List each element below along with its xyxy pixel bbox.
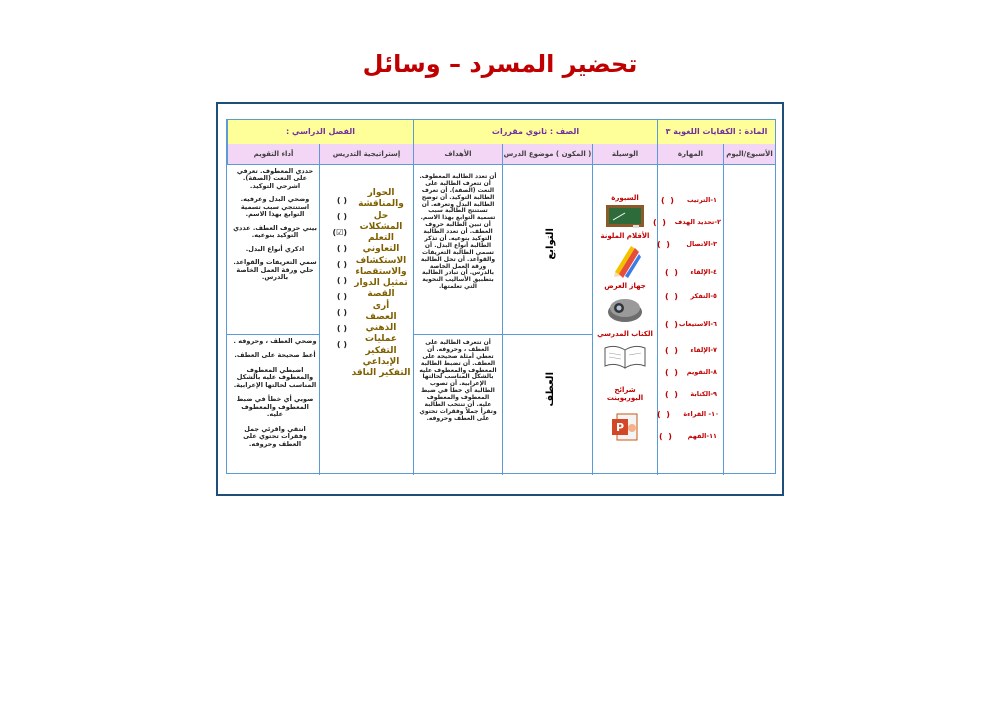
evaluation-item: اذكري أنواع البدل. (245, 244, 305, 253)
strategy-checkbox[interactable]: ( ) (336, 340, 347, 349)
pencils-icon (611, 242, 641, 278)
divider (657, 164, 658, 475)
media-board-label: السبورة (611, 194, 639, 202)
divider (319, 164, 320, 475)
skill-checkbox[interactable]: ( ) (661, 196, 674, 205)
objectives-first: أن تعدد الطالبة المعطوف. أن تتعرف الطالبة على النعت (الصفة). أن تعرف الطالبة التوكيد. أن توضح الطالبة البدل وتعرفه. أن تستنتج الطالبة سبب تسمية التوابع بهذا الاسم. أن تبين الطالبة حروف العطف. أن تعدد الطالبة التوكيد بنوعيه. أن تذكر الطالبة أنواع البدل. أن تسمي الطالبة التعريفات والقواعد. أن تحل الطالبة ورقة العمل الخاصة بالدرس. أن تبادر الطالبة بتطبيق الأساليب النحوية التي تعلمتها. (419, 173, 497, 291)
strategy-checkbox[interactable]: ( ) (336, 244, 347, 253)
skill-checkbox[interactable]: ( ) (657, 240, 670, 249)
projector-icon (605, 292, 645, 324)
skill-item: ٥-التفكر (690, 292, 717, 300)
strategy-checkbox[interactable]: (☑) (332, 228, 347, 237)
strategy-item: عمليات التفكير الإبداعي (362, 334, 400, 367)
lesson-plan-frame (216, 102, 784, 496)
evaluation-item: انتقي واقرئي جمل وفقرات تحتوي على العطف وحروفه. (243, 424, 307, 448)
media-pens-label: الأقلام الملونة (600, 232, 650, 240)
divider (413, 334, 592, 335)
skill-item: ٩-الكتابة (690, 390, 717, 398)
strategy-item: تمثيل الدوار القصة (354, 278, 408, 300)
skill-checkbox[interactable]: ( ) (665, 390, 678, 399)
strategy-item: أرى (372, 300, 390, 311)
skill-checkbox[interactable]: ( ) (657, 410, 670, 419)
divider (502, 164, 503, 475)
skill-item: ٧-الإلقاء (690, 346, 717, 354)
col-lesson: ( المكون ) موضوع الدرس (502, 144, 592, 164)
chalkboard-icon (605, 204, 645, 230)
skill-item: ٣-الاتصال (686, 240, 717, 248)
lesson-first: التوابع (545, 228, 556, 260)
col-objectives: الأهداف (413, 144, 502, 164)
subject-cell: المادة : الكفايات اللغوية ٣ (657, 120, 775, 144)
evaluation-item: اضبطي المعطوف والمعطوف عليه بالشكل المناسب لحالتها الإعرابية. (233, 365, 317, 389)
strategy-checkbox[interactable]: ( ) (336, 260, 347, 269)
lesson-second: العطف (545, 372, 556, 407)
skill-item: ٦-الاستيعاب (678, 320, 717, 328)
media-column (593, 190, 657, 470)
evaluation-item: بيني حروف العطف. عددي التوكيد بنوعيه. (233, 223, 317, 240)
skill-checkbox[interactable]: ( ) (665, 346, 678, 355)
media-book-label: الكتاب المدرسي (597, 330, 653, 338)
col-strategy: إستراتيجية التدريس (319, 144, 413, 164)
evaluation-item: وضحي البدل وعرفيه. استنتجي سبب تسمية التوابع بهذا الاسم. (240, 195, 310, 219)
strategy-item: الاستكشاف والاستقصاء (355, 255, 407, 277)
skill-checkbox[interactable]: ( ) (665, 368, 678, 377)
book-icon (603, 342, 647, 370)
strategy-checkbox[interactable]: ( ) (336, 276, 347, 285)
evaluation-item: سمي التعريفات والقواعد. حلي ورقة العمل الخاصة بالدرس. (233, 258, 317, 282)
class-cell: الصف : ثانوي مقررات (413, 120, 657, 144)
strategy-list (345, 188, 411, 379)
strategy-checkbox[interactable]: ( ) (336, 292, 347, 301)
evaluation-item: أعط صحيحة على العطف. (234, 351, 316, 360)
strategy-item: العصف الذهني (365, 311, 397, 333)
strategy-checkbox[interactable]: ( ) (336, 308, 347, 317)
skill-checkbox[interactable]: ( ) (659, 432, 672, 441)
svg-text:P: P (615, 421, 625, 434)
skill-item: ١٠- القراءة (683, 410, 719, 418)
evaluation-item: صوبي أي خطأ في ضبط المعطوف والمعطوف عليه. (236, 395, 314, 419)
strategy-item: التفكير الناقد (351, 368, 411, 378)
strategy-item: حل المشكلات (359, 210, 403, 232)
skill-item: ٤-الإلقاء (690, 268, 717, 276)
strategy-checkbox[interactable]: ( ) (336, 324, 347, 333)
skill-item: ١١-الفهم (687, 432, 717, 440)
evaluation-item: وضحي العطف ، وحروفه . (233, 337, 317, 345)
skill-checkbox[interactable]: ( ) (653, 218, 666, 227)
column-header-row (227, 144, 775, 165)
col-media: الوسيلة (592, 144, 657, 164)
lesson-plan-table (226, 119, 776, 474)
skill-checkbox[interactable]: ( ) (665, 268, 678, 277)
page-title: تحضير المسرد – وسائل (362, 50, 638, 78)
strategy-item: التعلم التعاوني (362, 233, 400, 255)
media-slides-label: شرائح البوربوينت (606, 386, 644, 402)
evaluation-first (231, 168, 317, 282)
col-week-day: الأسبوع/اليوم (723, 144, 775, 164)
powerpoint-icon (611, 412, 639, 442)
divider (413, 164, 414, 475)
term-cell: الفصل الدراسي : (227, 120, 413, 144)
strategy-checkbox[interactable]: ( ) (336, 212, 347, 221)
skill-item: ١-الترتيب (686, 196, 717, 204)
header-row (227, 120, 775, 145)
col-evaluation: أداء التقويم (227, 144, 319, 164)
divider (227, 334, 319, 335)
objectives-second: أن تتعرف الطالبة على العطف ، وحروفه. أن تعطي أمثلة صحيحة على العطف. أن تضبط الطالبة المعطوف والمعطوف عليه بالشكل المناسب لحالتها الإعرابية. أن تصوب الطالبة أي خطأ في ضبط المعطوف والمعطوف عليه. أن تنتخب الطالبة وتقرأ جملاً وفقرات تحتوي على العطف وحروفه. (419, 339, 497, 422)
divider (723, 164, 724, 475)
strategy-item: الحوار والمناقشة (358, 188, 404, 210)
evaluation-second (231, 338, 317, 448)
strategy-checkbox[interactable]: ( ) (336, 196, 347, 205)
media-projector-label: جهاز العرض (604, 282, 646, 290)
skill-checkbox[interactable]: ( ) (665, 292, 678, 301)
skill-checkbox[interactable]: ( ) (665, 320, 678, 329)
evaluation-item: حددي المعطوف. تعرفي على النعت (الصفة). اشرحي التوكيد. (236, 167, 314, 190)
col-skill: المهارة (657, 144, 723, 164)
skill-item: ٢-تحديد الهدف (674, 218, 721, 226)
skill-item: ٨-التقويم (686, 368, 717, 376)
